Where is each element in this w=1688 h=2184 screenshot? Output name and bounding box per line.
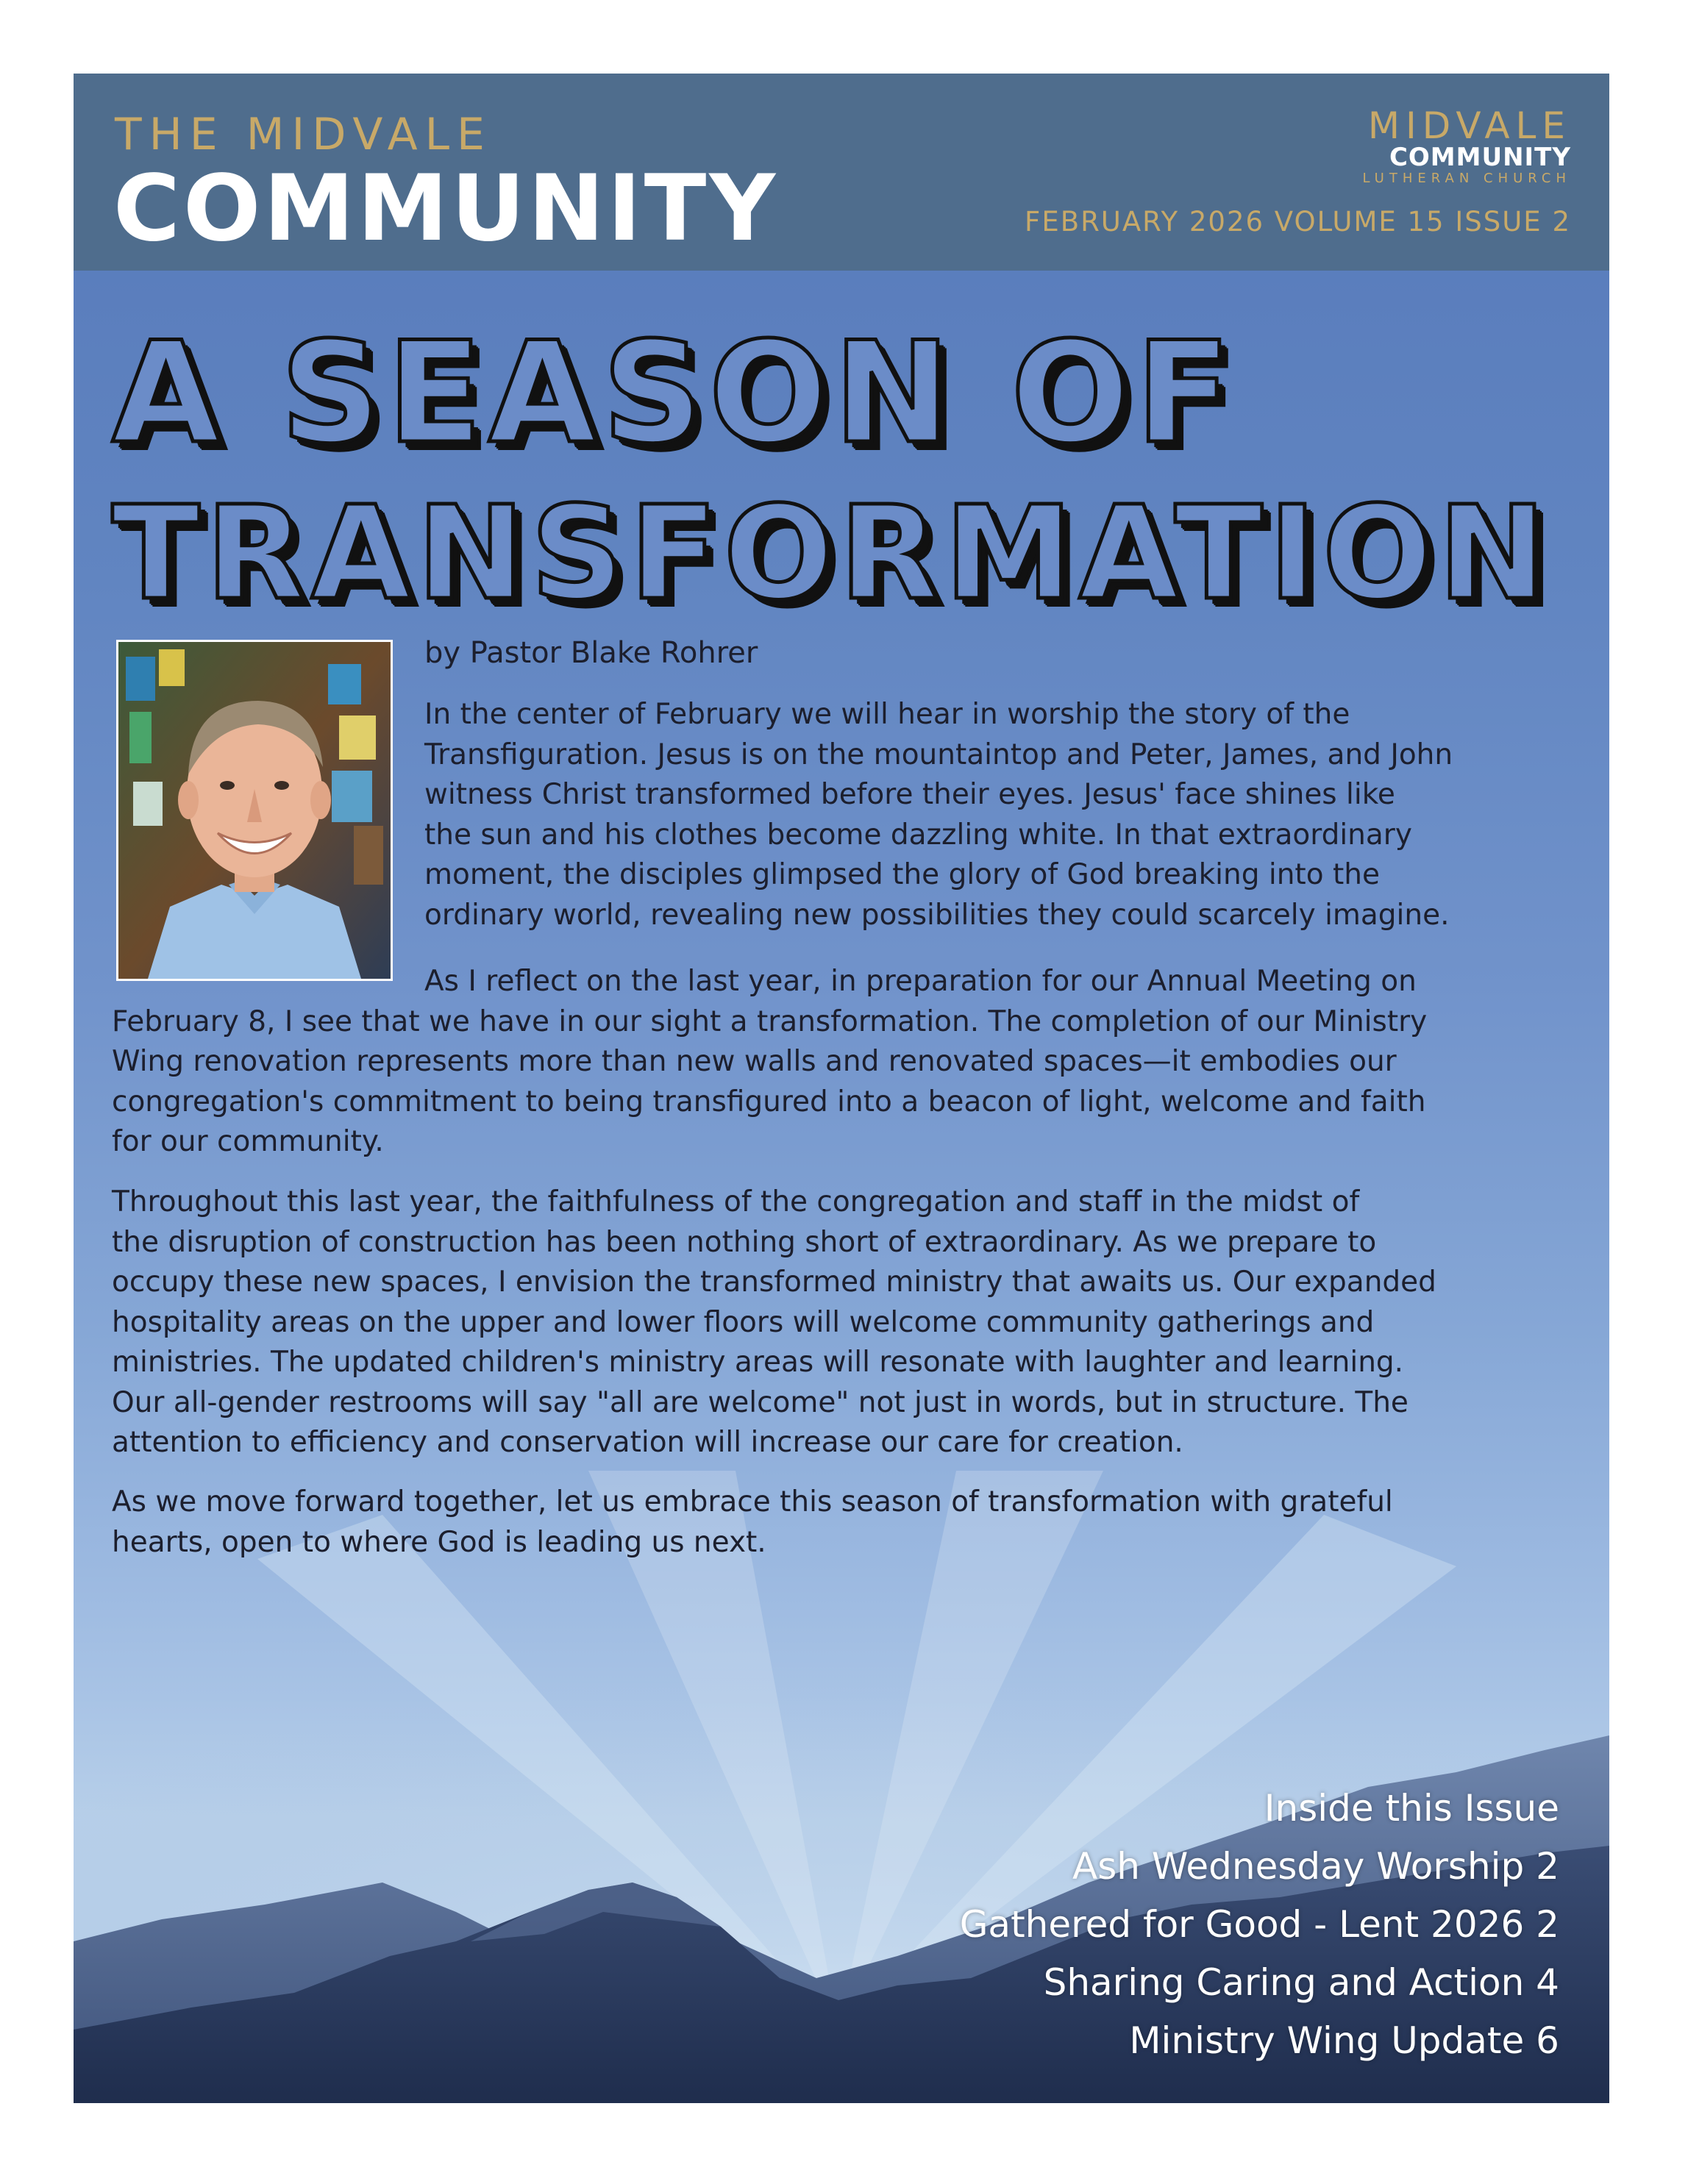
paragraph-line: witness Christ transformed before their eyes. Jesus' face shines like [424, 778, 1395, 811]
masthead [74, 74, 1609, 271]
article-title-line-1: A SEASON OF [112, 312, 1237, 474]
toc-item[interactable]: Gathered for Good - Lent 2026 2 [959, 1903, 1559, 1946]
paragraph-line: ministries. The updated children's ministry areas will resonate with laughter and learning. [112, 1346, 1404, 1379]
paragraph-line: hospitality areas on the upper and lower floors will welcome community gatherings and [112, 1305, 1375, 1339]
paragraph-line: In the center of February we will hear in worship the story of the [424, 698, 1350, 731]
paragraph-line: congregation's commitment to being transfigured into a beacon of light, welcome and faith [112, 1085, 1426, 1118]
paragraph-line: ordinary world, revealing new possibilities they could scarcely imagine. [424, 898, 1450, 932]
paragraph-line: As we move forward together, let us embrace this season of transformation with grateful [112, 1485, 1393, 1519]
paragraph-line: moment, the disciples glimpsed the glory of God breaking into the [424, 858, 1380, 891]
article-title-line-2: TRANSFORMATION [112, 479, 1553, 629]
paragraph-line: the sun and his clothes become dazzling white. In that extraordinary [424, 818, 1412, 852]
paragraph-line: attention to efficiency and conservation will increase our care for creation. [112, 1426, 1183, 1459]
article-paragraph-4 [112, 1482, 1393, 1563]
paragraph-line: occupy these new spaces, I envision the transformed ministry that awaits us. Our expanded [112, 1266, 1436, 1299]
paragraph-line: February 8, I see that we have in our sight a transformation. The completion of our Ministry [112, 1004, 1428, 1038]
paragraph-line: Throughout this last year, the faithfulness of the congregation and staff in the midst of [112, 1185, 1360, 1218]
logo-line-2: COMMUNITY [1389, 143, 1571, 172]
pastor-photo [116, 640, 393, 981]
church-logo [1321, 104, 1571, 187]
paragraph-line: Wing renovation represents more than new walls and renovated spaces—it embodies our [112, 1045, 1397, 1078]
toc-item[interactable]: Ministry Wing Update 6 [1129, 2019, 1559, 2062]
paragraph-line: hearts, open to where God is leading us next. [112, 1525, 766, 1559]
masthead-small-title: THE MIDVALE [115, 109, 492, 160]
toc-item[interactable]: Ash Wednesday Worship 2 [1072, 1845, 1559, 1888]
article-paragraph-3 [112, 1182, 1436, 1463]
logo-line-1: MIDVALE [1367, 104, 1571, 147]
inside-this-issue [960, 1780, 1559, 2070]
masthead-title: COMMUNITY [113, 156, 779, 262]
paragraph-line: Transfiguration. Jesus is on the mountaintop and Peter, James, and John [424, 738, 1453, 771]
article-paragraph-1 [424, 695, 1453, 935]
issue-date-line: FEBRUARY 2026 VOLUME 15 ISSUE 2 [1025, 206, 1571, 238]
paragraph-line: the disruption of construction has been nothing short of extraordinary. As we prepare to [112, 1225, 1377, 1259]
toc-heading: Inside this Issue [1264, 1787, 1559, 1830]
paragraph-line: As I reflect on the last year, in preparation for our Annual Meeting on [424, 965, 1417, 998]
article-byline: by Pastor Blake Rohrer [424, 636, 758, 670]
toc-item[interactable]: Sharing Caring and Action 4 [1043, 1961, 1559, 2004]
paragraph-line: for our community. [112, 1125, 384, 1158]
paragraph-line: Our all-gender restrooms will say "all are welcome" not just in words, but in structure. The [112, 1385, 1409, 1419]
logo-line-3: LUTHERAN CHURCH [1362, 171, 1571, 186]
article-paragraph-2 [112, 962, 1427, 1163]
newsletter-page [74, 74, 1609, 2103]
